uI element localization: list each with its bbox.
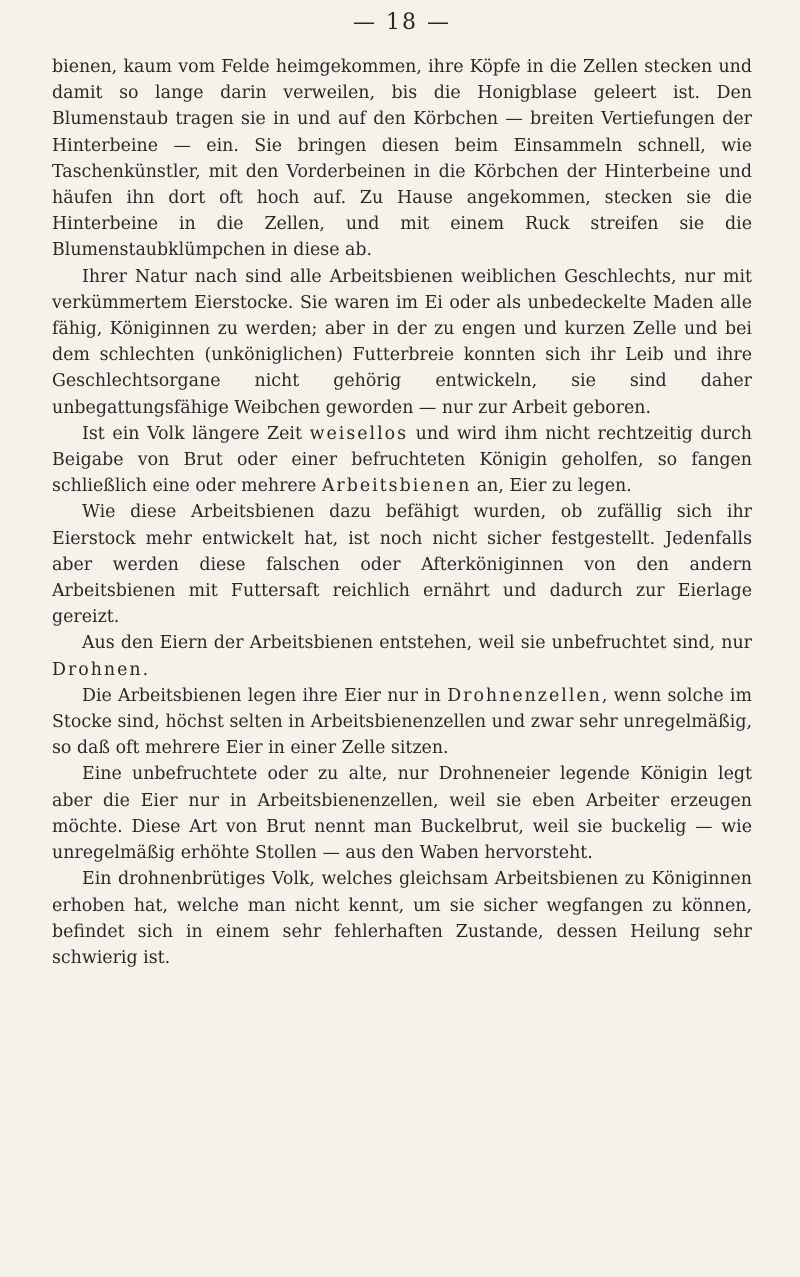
text-run: an, Eier zu legen. bbox=[471, 476, 632, 497]
text-run: Aus den Eiern der Arbeitsbienen entstehen, weil sie unbefruchtet sind, nur bbox=[82, 633, 752, 654]
text-run: Die Arbeitsbienen legen ihre Eier nur in bbox=[82, 685, 448, 706]
paragraph-8: Ein drohnenbrütiges Volk, welches gleichsam Arbeitsbienen zu Königinnen erhoben hat, welche man nicht kennt, um sie sicher wegfangen zu können, befindet sich in einem sehr fehlerhaften Zustande, dessen Heilung sehr schwierig ist. bbox=[52, 869, 752, 968]
emphasis-arbeitsbienen: Arbeitsbienen bbox=[321, 476, 472, 497]
paragraph-2: Ihrer Natur nach sind alle Arbeitsbienen weiblichen Geschlechts, nur mit verkümmertem Eierstocke. Sie waren im Ei oder als unbedeckelte Maden alle fähig, Königinnen zu werden; aber in der zu engen und kurzen Zelle und bei dem schlechten (unköniglichen) Futterbreie konnten sich ihr Leib und ihre Geschlechtsorgane nicht gehörig entwickeln, sie sind daher unbegattungsfähige Weibchen geworden — nur zur Arbeit geboren. bbox=[52, 266, 752, 418]
paragraph-3 bbox=[52, 421, 752, 500]
text-run: Ist ein Volk längere Zeit bbox=[82, 423, 310, 444]
emphasis-drohnen: Drohnen bbox=[52, 659, 143, 680]
paragraph-5 bbox=[52, 630, 752, 682]
text-run: , wenn solche im Stocke sind, höchst selten in Arbeitsbienenzellen und zwar sehr unregelmäßig, so daß oft mehrere Eier in einer Zelle sitzen. bbox=[52, 685, 752, 759]
text-run: und wird ihm nicht rechtzeitig durch Beigabe von Brut oder einer befruchteten Königin geholfen, so fangen schließlich eine oder mehrere bbox=[52, 423, 752, 497]
book-page bbox=[52, 10, 752, 971]
text-run: . bbox=[142, 659, 149, 680]
paragraph-1: bienen, kaum vom Felde heimgekommen, ihre Köpfe in die Zellen stecken und damit so lange darin verweilen, bis die Honigblase geleert ist. Den Blumenstaub tragen sie in und auf den Körbchen — breiten Vertiefungen der Hinterbeine — ein. Sie bringen diesen beim Einsammeln schnell, wie Taschenkünstler, mit den Vorderbeinen in die Körbchen der Hinterbeine und häufen ihn dort oft hoch auf. Zu Hause angekommen, stecken sie die Hinterbeine in die Zellen, und mit einem Ruck streifen sie die Blumenstaubklümpchen in diese ab. bbox=[52, 57, 752, 261]
emphasis-weisellos: weisellos bbox=[309, 423, 409, 444]
emphasis-drohnenzellen: Drohnenzellen bbox=[447, 685, 602, 706]
paragraph-7: Eine unbefruchtete oder zu alte, nur Drohneneier legende Königin legt aber die Eier nur in Arbeitsbienenzellen, weil sie eben Arbeiter erzeugen möchte. Diese Art von Brut nennt man Buckelbrut, weil sie buckelig — wie unregelmäßig erhöhte Stollen — aus den Waben hervorsteht. bbox=[52, 764, 752, 864]
paragraph-6 bbox=[52, 683, 752, 762]
page-number: — 18 — bbox=[353, 10, 451, 35]
paragraph-4: Wie diese Arbeitsbienen dazu befähigt wurden, ob zufällig sich ihr Eierstock mehr entwickelt hat, ist noch nicht sicher festgestellt. Jedenfalls aber werden diese falschen oder Afterköniginnen von den andern Arbeitsbienen mit Futtersaft reichlich ernährt und dadurch zur Eierlage gereizt. bbox=[52, 502, 752, 628]
